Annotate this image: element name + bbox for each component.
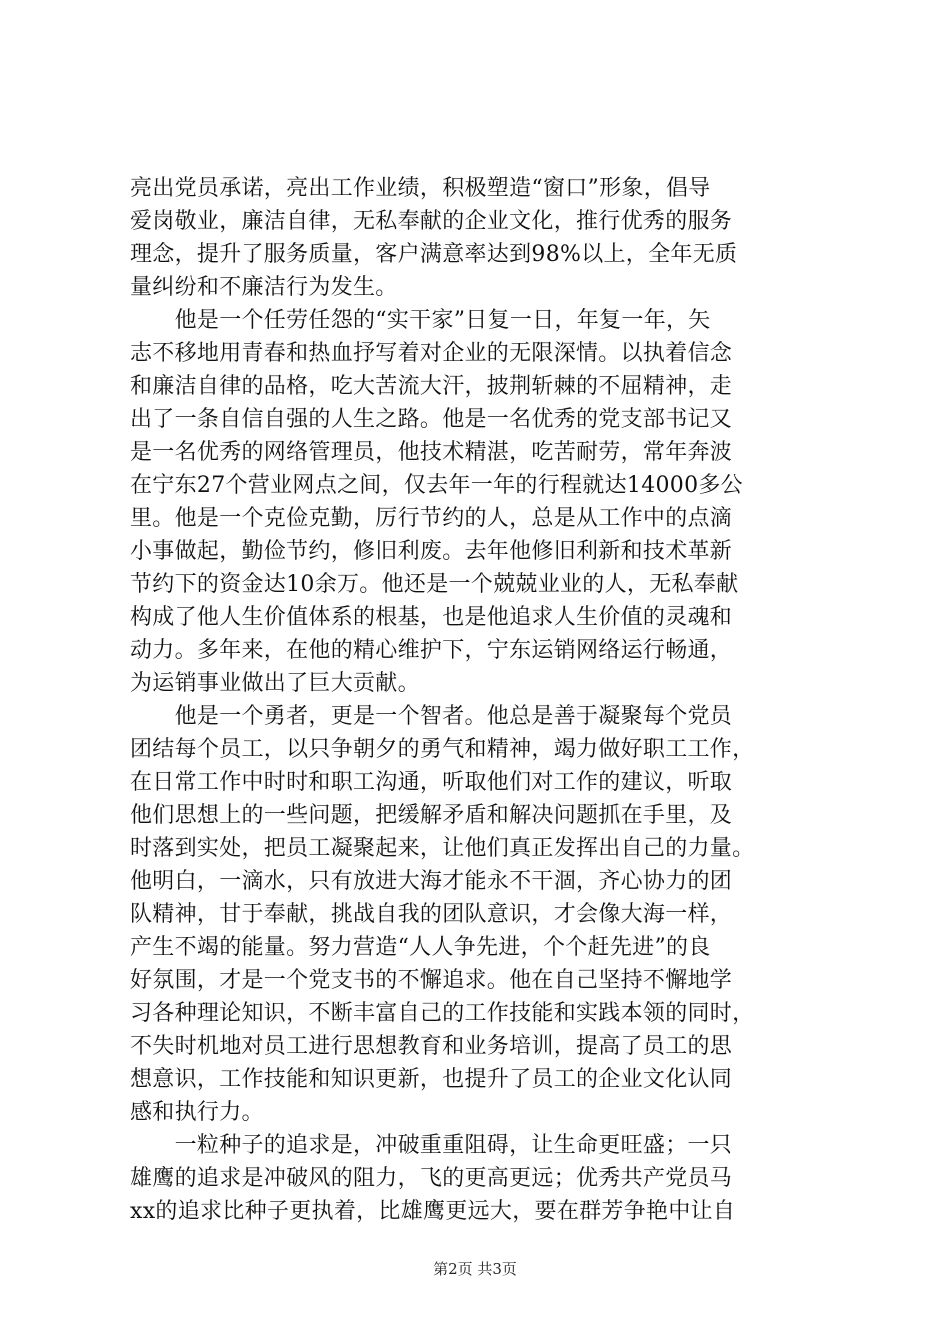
text-line: 不失时机地对员工进行思想教育和业务培训，提高了员工的思 [130,1034,733,1059]
page-footer: 第2页 共3页 [433,1260,517,1278]
text-line: 和廉洁自律的品格，吃大苦流大汗，披荆斩棘的不屈精神，走 [130,374,733,399]
text-line: 团结每个员工，以只争朝夕的勇气和精神，竭力做好职工工作， [130,737,755,762]
text-line: 动力。多年来，在他的精心维护下，宁东运销网络运行畅通， [130,638,733,663]
text-line: 理念，提升了服务质量，客户满意率达到98%以上，全年无质 [130,242,738,267]
text-line: 产生不竭的能量。努力营造“人人争先进，个个赶先进”的良 [130,935,711,960]
text-line: 节约下的资金达10余万。他还是一个兢兢业业的人，无私奉献 [130,572,739,597]
text-line: 想意识，工作技能和知识更新，也提升了员工的企业文化认同 [130,1067,733,1092]
text-line: 是一名优秀的网络管理员，他技术精湛，吃苦耐劳，常年奔波 [130,440,733,465]
text-line: 量纠纷和不廉洁行为发生。 [130,275,398,300]
text-line: 一粒种子的追求是，冲破重重阻碍，让生命更旺盛；一只 [130,1133,733,1158]
text-line: 他是一个勇者，更是一个智者。他总是善于凝聚每个党员 [130,704,733,729]
text-line: 队精神，甘于奉献，挑战自我的团队意识，才会像大海一样， [130,902,733,927]
text-line: xx的追求比种子更执着，比雄鹰更远大，要在群芳争艳中让自 [130,1199,736,1224]
text-line: 好氛围，才是一个党支书的不懈追求。他在自己坚持不懈地学 [130,968,733,993]
text-line: 亮出党员承诺，亮出工作业绩，积极塑造“窗口”形象，倡导 [130,176,711,201]
text-line: 时落到实处，把员工凝聚起来，让他们真正发挥出自己的力量。 [130,836,755,861]
text-line: 在宁东27个营业网点之间，仅去年一年的行程就达14000多公 [130,473,743,498]
text-line: 习各种理论知识，不断丰富自己的工作技能和实践本领的同时， [130,1001,755,1026]
text-line: 小事做起，勤俭节约，修旧利废。去年他修旧利新和技术革新 [130,539,733,564]
text-line: 他明白，一滴水，只有放进大海才能永不干涸，齐心协力的团 [130,869,733,894]
text-line: 他们思想上的一些问题，把缓解矛盾和解决问题抓在手里，及 [130,803,733,828]
text-line: 志不移地用青春和热血抒写着对企业的无限深情。以执着信念 [130,341,733,366]
text-line: 为运销事业做出了巨大贡献。 [130,671,420,696]
text-line: 在日常工作中时时和职工沟通，听取他们对工作的建议，听取 [130,770,733,795]
text-line: 爱岗敬业，廉洁自律，无私奉献的企业文化，推行优秀的服务 [130,209,733,234]
text-line: 出了一条自信自强的人生之路。他是一名优秀的党支部书记又 [130,407,733,432]
text-line: 构成了他人生价值体系的根基，也是他追求人生价值的灵魂和 [130,605,733,630]
text-line: 里。他是一个克俭克勤，厉行节约的人，总是从工作中的点滴 [130,506,733,531]
text-line: 他是一个任劳任怨的“实干家”日复一日，年复一年，矢 [130,308,711,333]
text-line: 雄鹰的追求是冲破风的阻力，飞的更高更远；优秀共产党员马 [130,1166,733,1191]
text-line: 感和执行力。 [130,1100,264,1125]
